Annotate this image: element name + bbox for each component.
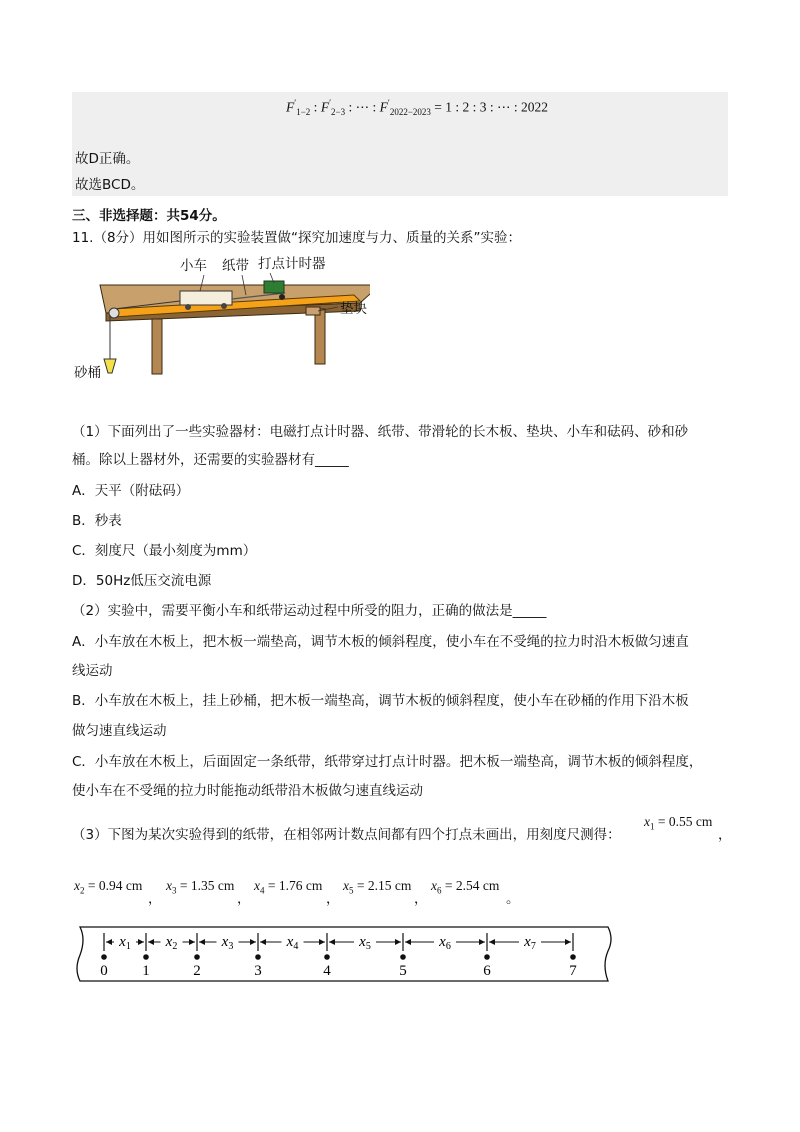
tape-point-label: 3 [254,963,262,979]
end-mark: 。 [506,891,520,907]
tape-point-label: 6 [483,963,491,979]
comma: ， [414,891,428,907]
tape-point [570,954,576,960]
part2-option-c-line2: 使小车在不受绳的拉力时能拖动纸带沿木板做匀速直线运动 [72,783,423,799]
label-tape: 纸带 [222,258,249,274]
part3-text: （3）下图为某次实验得到的纸带，在相邻两计数点间都有四个打点未画出，用刻度尺测得： [72,827,621,843]
part2-option-b-line1: B．小车放在木板上，挂上砂桶，把木板一端垫高，调节木板的倾斜程度，使小车在砂桶的作用下沿木板 [72,693,689,709]
table-leg-left [152,319,162,374]
tape-point [324,954,330,960]
measurement-x2: $x_2 = 0.94$ cm [74,878,143,896]
cart-wheel [221,303,227,309]
label-timer: 打点计时器 [258,256,326,272]
part1-line2: 桶。除以上器材外，还需要的实验器材有_____ [72,452,349,468]
comma: ， [718,827,732,843]
part1-line1: （1）下面列出了一些实验器材：电磁打点计时器、纸带、带滑轮的长木板、垫块、小车和砝码、砂和砂 [72,424,689,440]
segment-label: $x_7$ [524,934,536,952]
tape-point [484,954,490,960]
segment-label: $x_6$ [439,934,451,952]
cart [180,291,232,305]
question-stem: 11.（8分）用如图所示的实验装置做“探究加速度与力、质量的关系”实验： [72,230,522,246]
tape-point [194,954,200,960]
part1-option-b: B．秒表 [72,513,122,529]
measurement-x5: $x_5 = 2.15$ cm [343,878,412,896]
measurement-x3: $x_3 = 1.35$ cm [166,878,235,896]
tape-point [400,954,406,960]
part2-option-b-line2: 做匀速直线运动 [72,723,167,739]
tape-point-label: 0 [100,963,108,979]
answer-line-select: 故选BCD。 [75,177,145,193]
tape-point [101,954,107,960]
label-block: 垫块 [340,301,367,317]
tape-point-label: 5 [399,963,407,979]
part1-option-d: D．50Hz低压交流电源 [72,573,212,589]
label-bucket: 砂桶 [74,365,101,381]
table-leg-right [315,309,325,364]
part2-stem: （2）实验中，需要平衡小车和纸带运动过程中所受的阻力，正确的做法是_____ [72,603,547,619]
segment-label: $x_2$ [165,934,178,952]
segment-label: $x_5$ [359,934,371,952]
section-title: 三、非选择题：共54分。 [72,208,226,224]
label-cart: 小车 [180,258,207,274]
tape-point [143,954,149,960]
paper-tape-diagram [70,925,620,987]
ratio-formula: $F'_{1-2}$ : $F'_{2-3}$ : ⋯ : $F'_{2022-2023} = 1$ : 2 : 3 : ⋯ : 2022 [286,98,549,118]
measurement-x4: $x_4 = 1.76$ cm [254,878,323,896]
measurement-x1: $x_1 = 0.55$ cm [644,814,713,832]
tape-point-label: 4 [323,963,331,979]
part1-option-a: A．天平（附砝码） [72,483,190,499]
timer-knob [279,294,285,300]
pad-block [306,307,320,315]
measurement-x6: $x_6 = 2.54$ cm [431,878,500,896]
part2-option-a-line2: 线运动 [72,663,113,679]
segment-label: $x_1$ [119,934,131,952]
tape-point-label: 7 [569,963,577,979]
comma: ， [148,891,162,907]
part2-option-a-line1: A．小车放在木板上，把木板一端垫高，调节木板的倾斜程度，使小车在不受绳的拉力时沿木板做匀速直 [72,634,689,650]
tape-point-label: 2 [193,963,201,979]
sand-bucket [104,359,116,373]
apparatus-figure [70,255,370,385]
part1-option-c: C．刻度尺（最小刻度为mm） [72,543,257,559]
cart-wheel [185,304,191,310]
comma: ， [326,891,340,907]
tape-point [255,954,261,960]
comma: ， [237,891,251,907]
segment-label: $x_4$ [286,934,299,952]
part2-option-c-line1: C．小车放在木板上，后面固定一条纸带，纸带穿过打点计时器。把木板一端垫高，调节木板的倾斜程度， [72,754,703,770]
segment-label: $x_3$ [221,934,234,952]
tape-point-label: 1 [142,963,150,979]
answer-line-d: 故D正确。 [75,151,140,167]
